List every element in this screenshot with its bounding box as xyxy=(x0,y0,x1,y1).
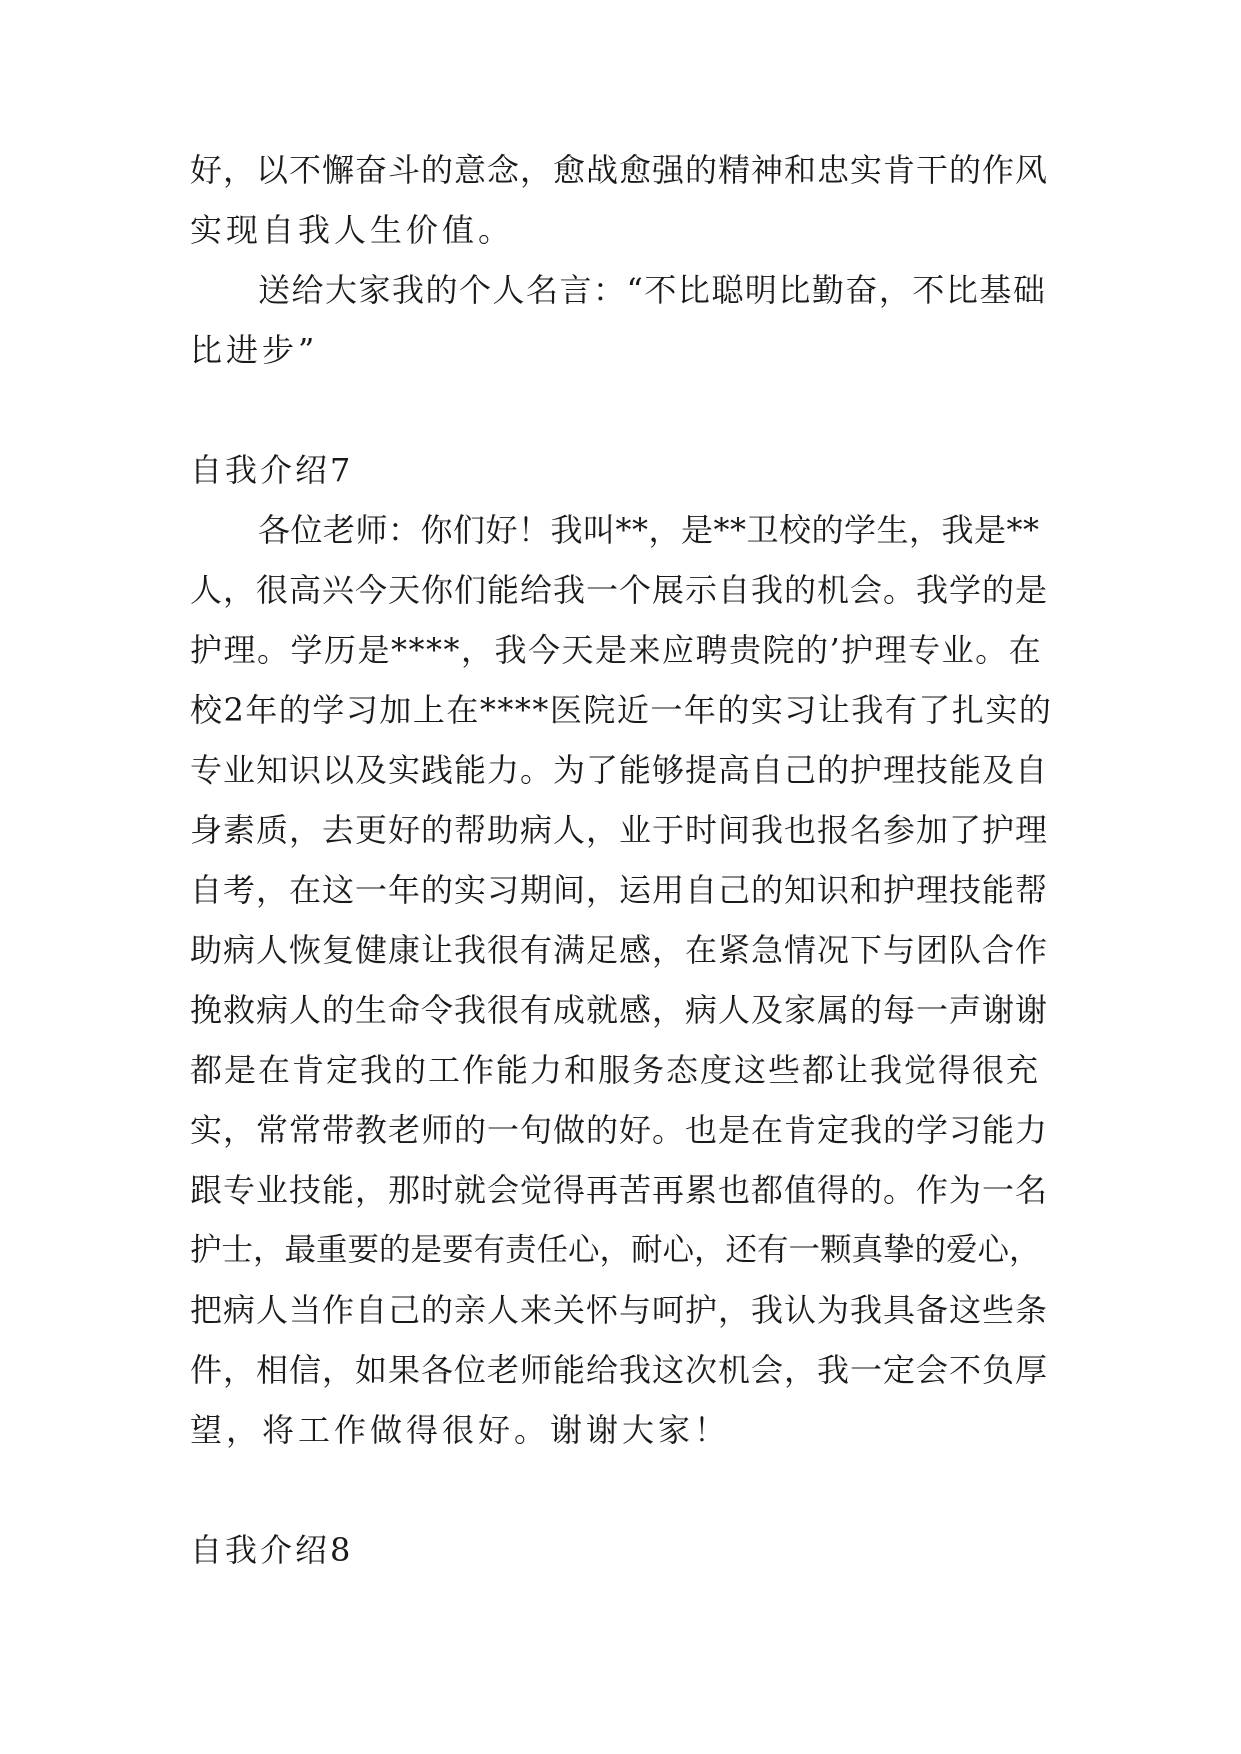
paragraph-line: 比进步” xyxy=(190,331,319,369)
paragraph-line: 实现自我人生价值。 xyxy=(190,211,515,249)
paragraph-line: 专业知识以及实践能力。为了能够提高自己的护理技能及自 xyxy=(190,751,1049,789)
paragraph-line: 人，很高兴今天你们能给我一个展示自我的机会。我学的是 xyxy=(190,571,1049,609)
paragraph-line: 挽救病人的生命令我很有成就感，病人及家属的每一声谢谢 xyxy=(190,991,1049,1029)
paragraph-line: 身素质，去更好的帮助病人，业于时间我也报名参加了护理 xyxy=(190,811,1049,849)
paragraph-line: 校2年的学习加上在****医院近一年的实习让我有了扎实的 xyxy=(190,691,1053,729)
paragraph-line: 助病人恢复健康让我很有满足感，在紧急情况下与团队合作 xyxy=(190,931,1049,969)
paragraph-line: 护士，最重要的是要有责任心，耐心，还有一颗真挚的爱心， xyxy=(190,1232,1041,1268)
paragraph-line: 件，相信，如果各位老师能给我这次机会，我一定会不负厚 xyxy=(190,1351,1049,1389)
section-heading: 自我介绍7 xyxy=(190,451,354,489)
paragraph-line: 望，将工作做得很好。谢谢大家！ xyxy=(190,1411,731,1449)
paragraph-line: 把病人当作自己的亲人来关怀与呵护，我认为我具备这些条 xyxy=(190,1291,1049,1329)
paragraph-line: 好，以不懈奋斗的意念，愈战愈强的精神和忠实肯干的作风 xyxy=(190,151,1049,189)
section-heading: 自我介绍8 xyxy=(190,1531,354,1569)
paragraph-line: 各位老师：你们好！我叫**，是**卫校的学生，我是** xyxy=(258,511,1040,549)
paragraph-line: 护理。学历是****，我今天是来应聘贵院的’护理专业。在 xyxy=(190,631,1043,669)
paragraph-line: 实，常常带教老师的一句做的好。也是在肯定我的学习能力 xyxy=(190,1111,1049,1149)
paragraph-line: 自考，在这一年的实习期间，运用自己的知识和护理技能帮 xyxy=(190,871,1049,909)
paragraph-line: 送给大家我的个人名言：“不比聪明比勤奋，不比基础 xyxy=(258,271,1047,309)
paragraph-line: 都是在肯定我的工作能力和服务态度这些都让我觉得很充 xyxy=(190,1051,1041,1089)
paragraph-line: 跟专业技能，那时就会觉得再苦再累也都值得的。作为一名 xyxy=(190,1171,1049,1209)
